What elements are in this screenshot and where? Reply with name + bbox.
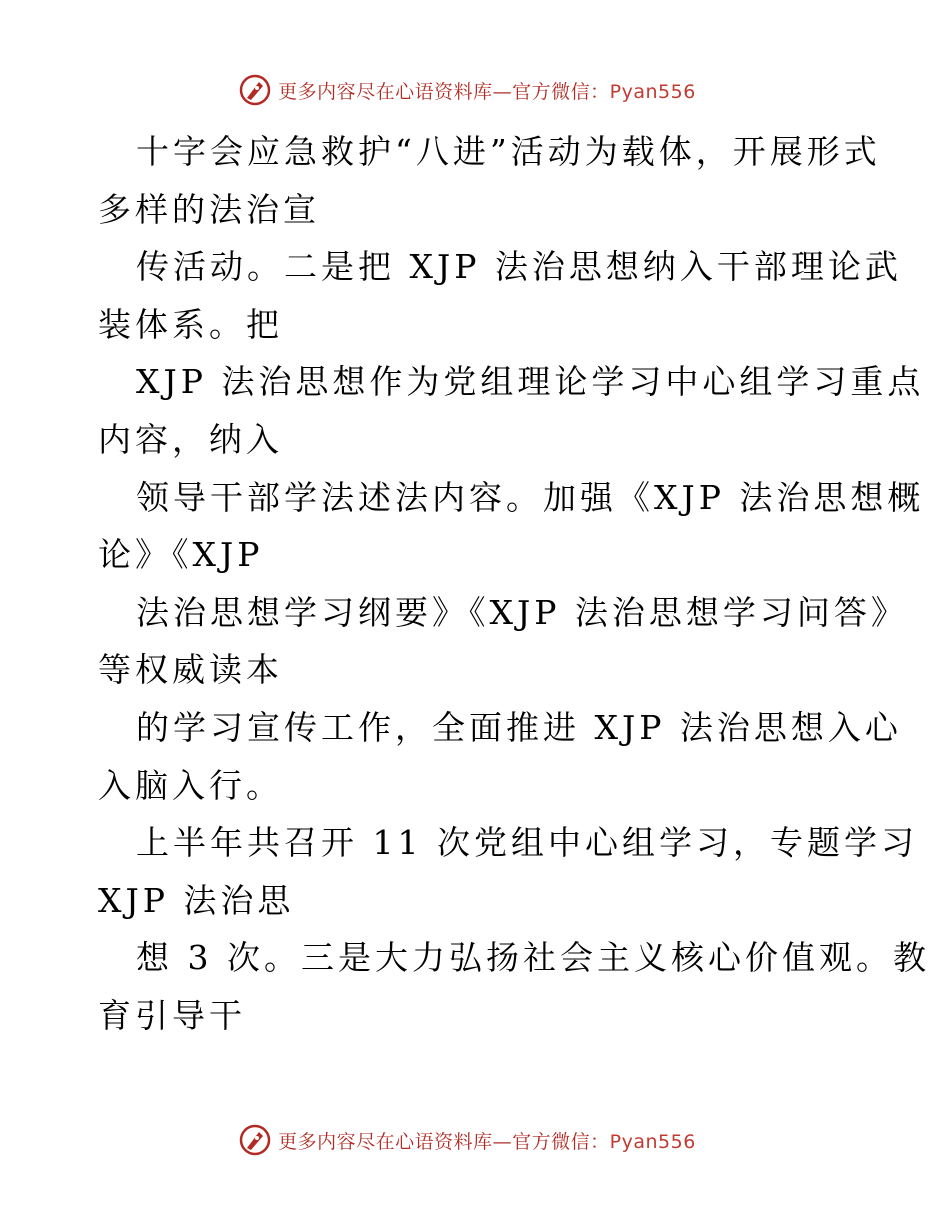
text-line: 上半年共召开 11 次党组中心组学习，专题学习 [136,823,918,863]
text-line: 论》《XJP [98,535,264,575]
text-line: 的学习宣传工作，全面推进 XJP 法治思想入心 [136,707,902,747]
text-line: 领导干部学法述法内容。加强《XJP 法治思想概 [136,477,925,517]
header-watermark-banner [0,70,950,110]
footer-watermark [238,1123,696,1157]
footer-watermark-banner [0,1120,950,1160]
watermark-handle: Pyan556 [609,80,696,103]
body-text [98,123,930,1045]
watermark-label: 更多内容尽在心语资料库—官方微信： [278,1130,610,1153]
text-line: 入脑入行。 [98,765,283,805]
text-line: 等权威读本 [98,650,283,690]
text-line: 法治思想学习纲要》《XJP 法治思想学习问答》 [136,592,908,632]
header-watermark [238,73,696,107]
pen-nib-circle-icon [238,1123,272,1157]
text-line: 十字会应急救护“八进”活动为载体，开展形式 [136,132,881,171]
pen-nib-circle-icon [238,73,272,107]
text-line: 育引导干 [98,995,246,1035]
text-line: 想 3 次。三是大力弘扬社会主义核心价值观。教 [136,938,930,978]
text-line: 装体系。把 [98,304,283,344]
text-line: XJP 法治思 [98,880,295,920]
text-line: XJP 法治思想作为党组理论学习中心组学习重点 [136,362,925,402]
text-line: 多样的法治宣 [98,189,320,229]
watermark-label: 更多内容尽在心语资料库—官方微信： [278,80,610,103]
watermark-text [278,1127,696,1154]
text-line: 传活动。二是把 XJP 法治思想纳入干部理论武 [136,247,902,287]
watermark-text [278,77,696,104]
text-line: 内容，纳入 [98,419,283,459]
watermark-handle: Pyan556 [609,1130,696,1153]
